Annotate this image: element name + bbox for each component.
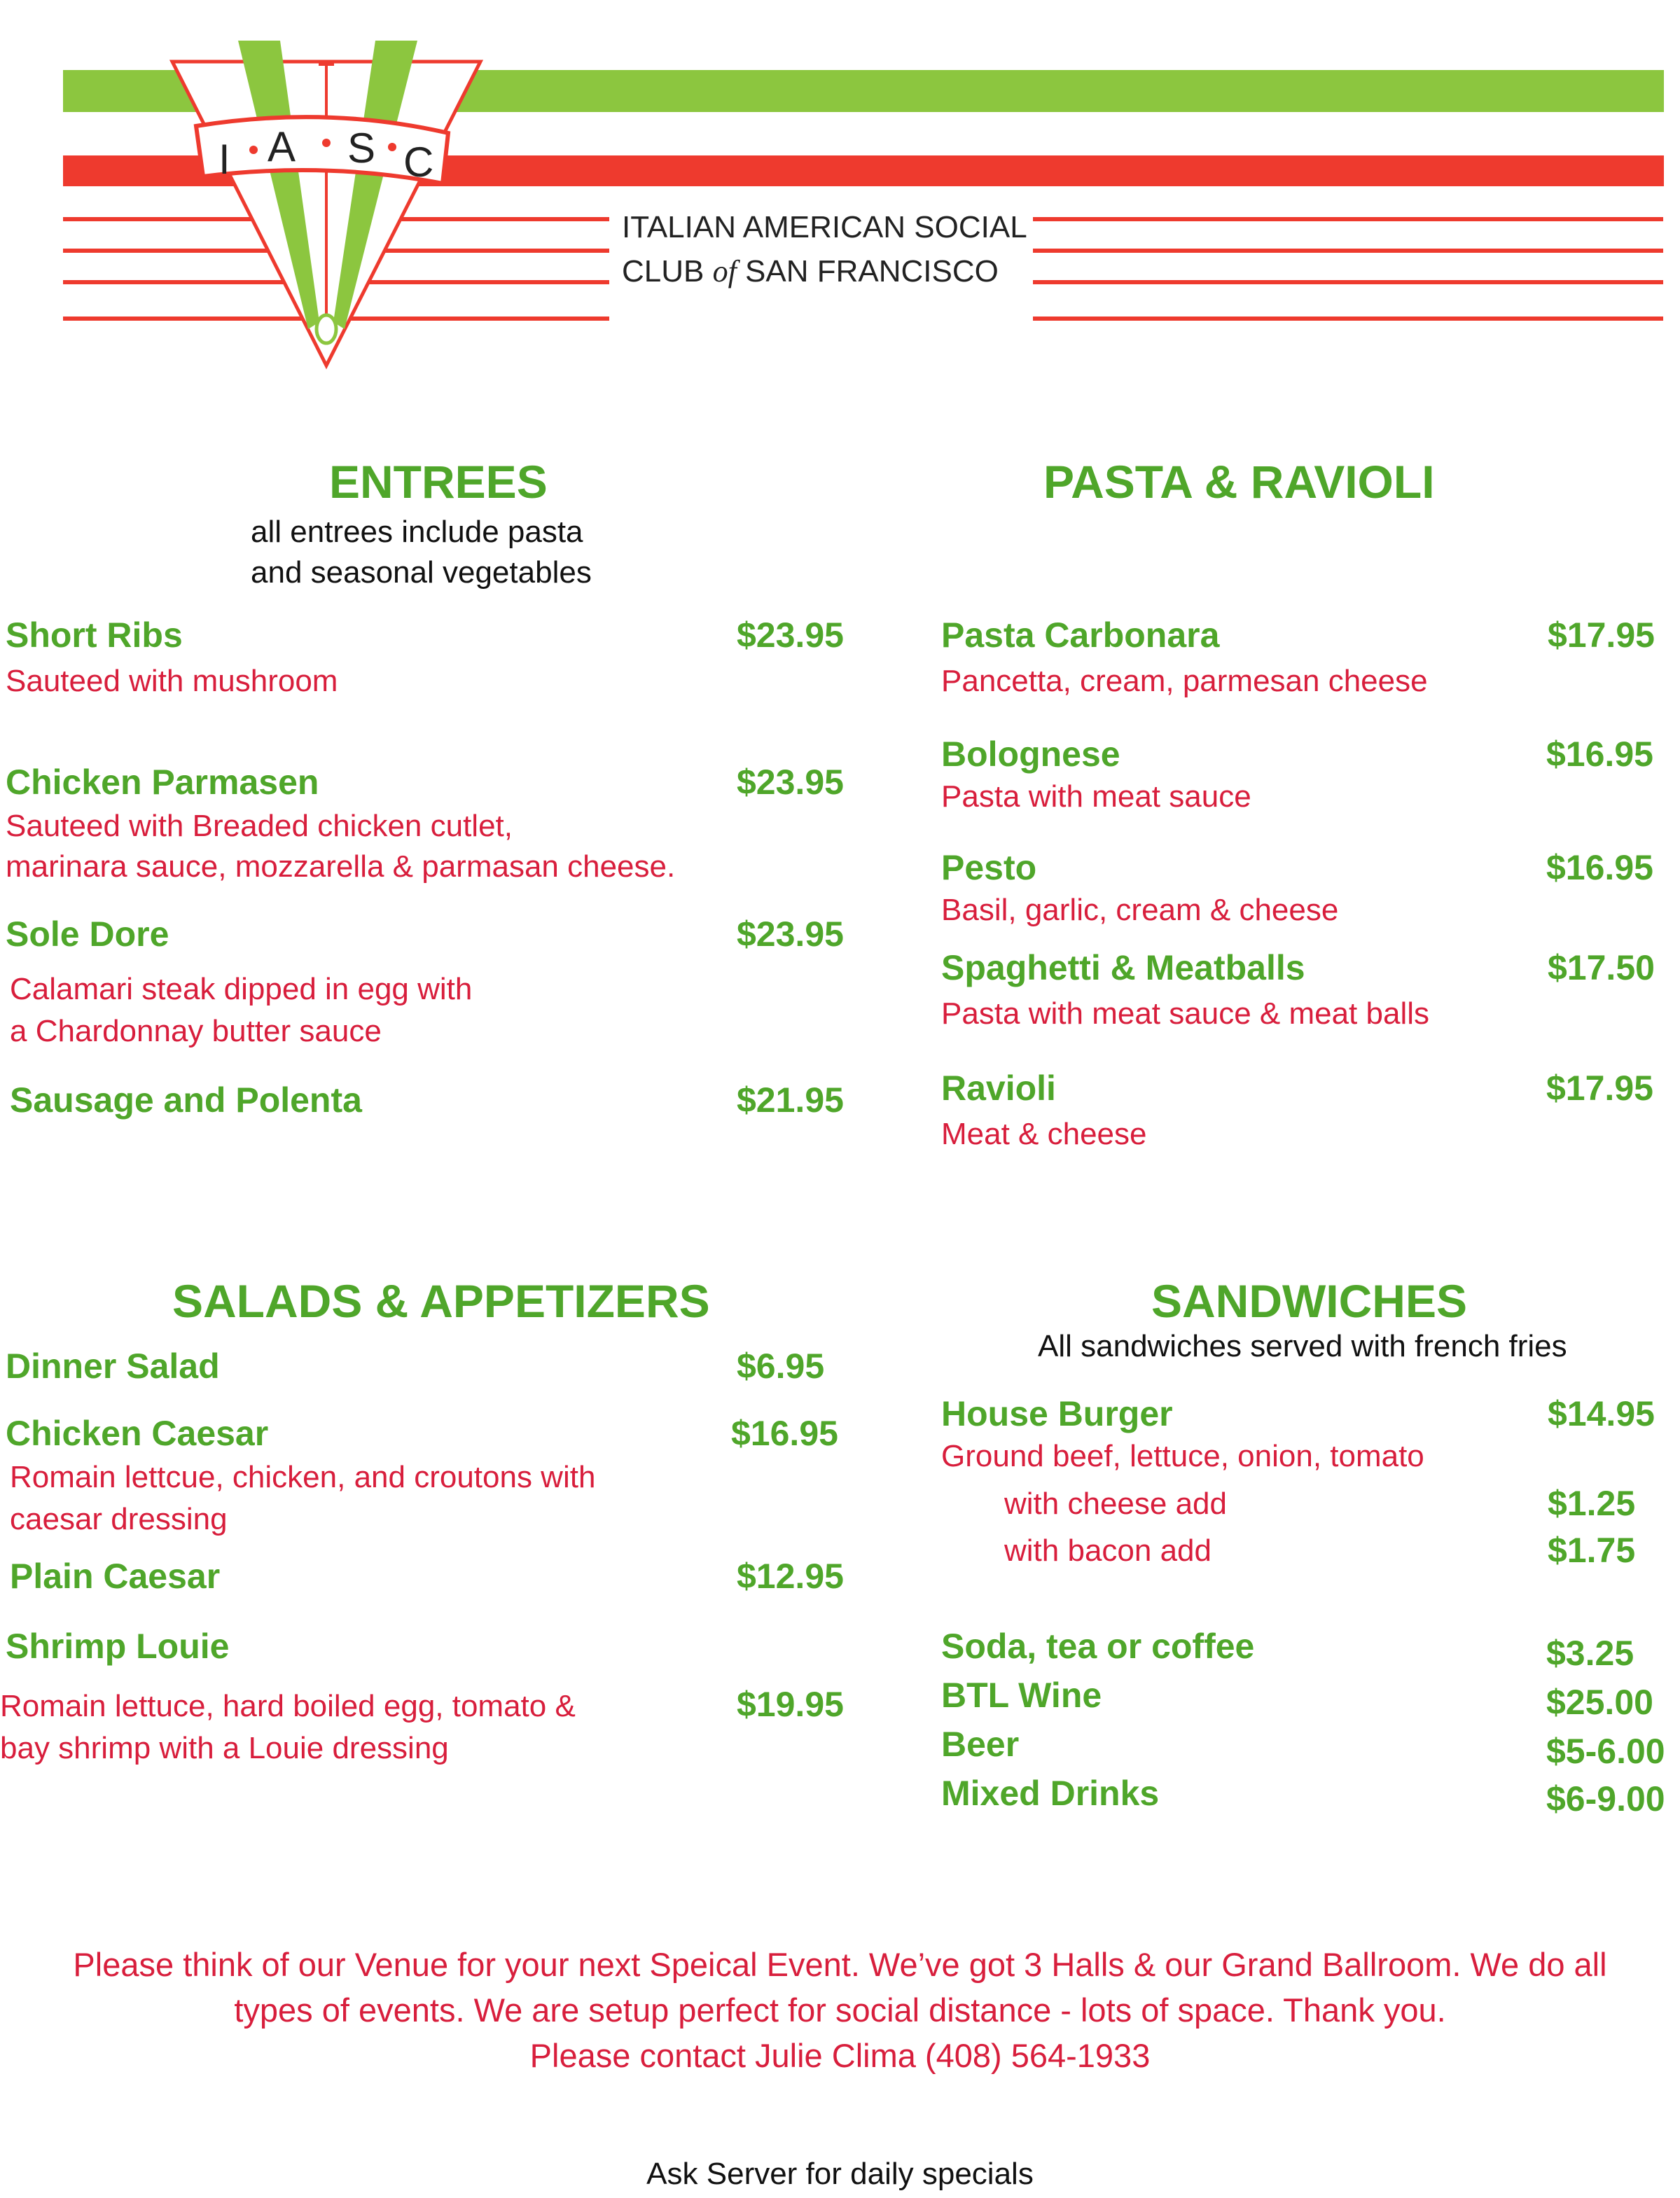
sandwiches-note: All sandwiches served with french fries	[1038, 1329, 1567, 1363]
club-name-line2	[622, 253, 999, 289]
menu-item-price: $17.95	[1546, 1069, 1653, 1108]
menu-item-description: Pasta with meat sauce & meat balls	[941, 996, 1429, 1031]
menu-item-name: House Burger	[941, 1394, 1173, 1433]
drink-name: BTL Wine	[941, 1676, 1102, 1715]
drink-name: Beer	[941, 1725, 1020, 1764]
entrees-title: ENTREES	[329, 456, 548, 508]
menu-item-price: $17.95	[1548, 615, 1655, 655]
menu-item-description: Sauteed with mushroom	[6, 664, 338, 698]
menu-item-price: $6.95	[737, 1347, 825, 1386]
menu-item-price: $21.95	[737, 1080, 844, 1120]
menu-item-name: Sausage and Polenta	[10, 1080, 362, 1120]
footer-line2: types of events. We are setup perfect for social distance - lots of space. Thank you.	[234, 1991, 1446, 2029]
iasc-logo-graphic	[0, 0, 1680, 392]
menu-item-description: bay shrimp with a Louie dressing	[0, 1731, 449, 1765]
menu-item-price: $17.50	[1548, 948, 1655, 987]
menu-item-description: marinara sauce, mozzarella & parmasan cheese.	[6, 849, 676, 884]
menu-item-description: Romain lettcue, chicken, and croutons with	[10, 1460, 596, 1494]
logo-oval	[317, 315, 336, 343]
menu-item-name: Shrimp Louie	[6, 1627, 230, 1666]
menu-item-name: Dinner Salad	[6, 1347, 220, 1386]
pasta-title: PASTA & RAVIOLI	[1043, 456, 1435, 508]
salads-title: SALADS & APPETIZERS	[172, 1275, 710, 1327]
thin-line-right-1	[1033, 217, 1663, 221]
club-name-line1: ITALIAN AMERICAN SOCIAL	[622, 210, 1027, 244]
menu-item-price: $23.95	[737, 615, 844, 655]
footer-line1: Please think of our Venue for your next Speical Event. We’ve got 3 Halls & our Grand Ballroom. We do all	[73, 1946, 1607, 1983]
menu-item-description: Ground beef, lettuce, onion, tomato	[941, 1439, 1424, 1473]
menu-item-description: Calamari steak dipped in egg with	[10, 972, 473, 1006]
menu-item-name: Pasta Carbonara	[941, 615, 1220, 655]
drink-name: Mixed Drinks	[941, 1774, 1160, 1813]
menu-item-price: $23.95	[737, 763, 844, 802]
menu-item-description: a Chardonnay butter sauce	[10, 1014, 382, 1048]
entrees-note-line2: and seasonal vegetables	[251, 555, 592, 590]
daily-specials-note: Ask Server for daily specials	[646, 2157, 1034, 2191]
menu-item-description: Basil, garlic, cream & cheese	[941, 893, 1339, 927]
footer-contact: Please contact Julie Clima (408) 564-1933	[529, 2037, 1151, 2074]
drink-price: $6-9.00	[1546, 1779, 1665, 1818]
menu-item-name: Bolognese	[941, 735, 1120, 774]
menu-item-description: Pasta with meat sauce	[941, 779, 1251, 814]
drink-name: Soda, tea or coffee	[941, 1627, 1255, 1666]
thin-line-right-2	[1033, 249, 1663, 253]
menu-item-price: $23.95	[737, 914, 844, 954]
menu-item-price: $12.95	[737, 1557, 844, 1596]
club-name-of: of	[712, 254, 737, 288]
menu-item-description: Sauteed with Breaded chicken cutlet,	[6, 809, 513, 843]
drink-price: $5-6.00	[1546, 1732, 1665, 1771]
menu-item-name: Plain Caesar	[10, 1557, 221, 1596]
club-name-line2-pre: CLUB	[622, 254, 713, 288]
menu-item-name: Spaghetti & Meatballs	[941, 948, 1305, 987]
menu-item-name: Short Ribs	[6, 615, 183, 655]
logo-letter-a: A	[268, 123, 296, 170]
menu-item-price: $19.95	[737, 1685, 844, 1724]
menu-item-name: Chicken Caesar	[6, 1414, 269, 1453]
menu-item-price: $16.95	[731, 1414, 838, 1453]
menu-item-name: Ravioli	[941, 1069, 1056, 1108]
menu-item-description: Romain lettuce, hard boiled egg, tomato &	[0, 1689, 576, 1723]
addon-price: $1.25	[1548, 1484, 1636, 1523]
menu-item-name: Pesto	[941, 848, 1037, 887]
addon-label: with bacon add	[1004, 1533, 1212, 1568]
logo-letter-c: C	[403, 139, 434, 186]
addon-price: $1.75	[1548, 1531, 1636, 1570]
sandwiches-title: SANDWICHES	[1151, 1275, 1468, 1327]
menu-item-description: Meat & cheese	[941, 1117, 1147, 1151]
menu-item-description: caesar dressing	[10, 1502, 228, 1536]
menu-item-price: $16.95	[1546, 848, 1653, 887]
menu-item-name: Chicken Parmasen	[6, 763, 319, 802]
logo-letter-i: I	[218, 136, 230, 183]
drink-price: $25.00	[1546, 1683, 1653, 1722]
thin-line-right-4	[1033, 317, 1663, 321]
club-name-line2-post: SAN FRANCISCO	[736, 254, 999, 288]
drink-price: $3.25	[1546, 1634, 1634, 1673]
addon-label: with cheese add	[1004, 1487, 1227, 1521]
menu-item-price: $14.95	[1548, 1394, 1655, 1433]
entrees-note-line1: all entrees include pasta	[251, 515, 583, 549]
thin-line-right-3	[1033, 280, 1663, 284]
logo-letter-s: S	[347, 125, 376, 172]
menu-item-description: Pancetta, cream, parmesan cheese	[941, 664, 1428, 698]
menu-item-name: Sole Dore	[6, 914, 169, 954]
menu-item-price: $16.95	[1546, 735, 1653, 774]
